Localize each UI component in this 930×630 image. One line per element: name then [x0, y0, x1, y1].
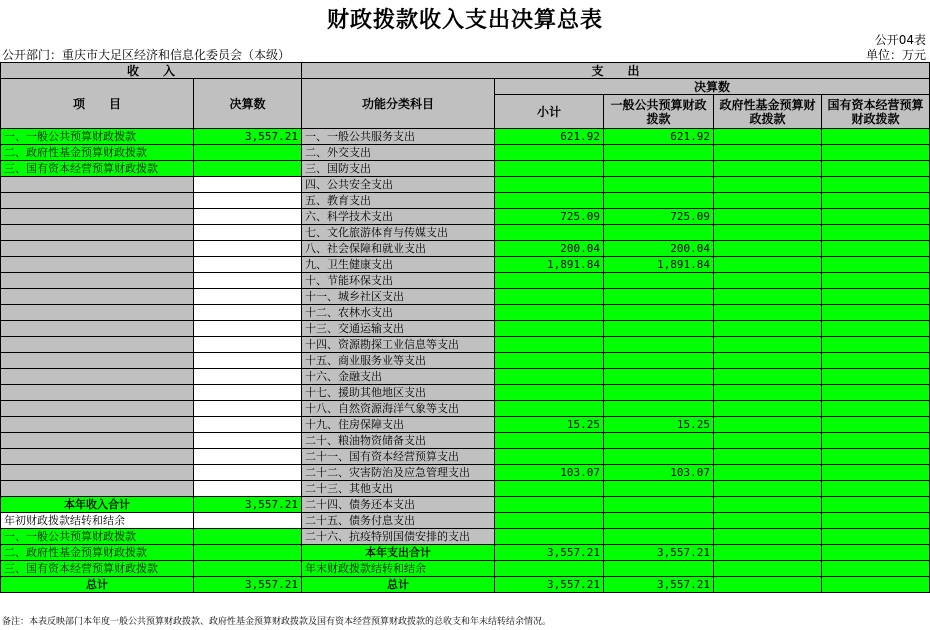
expense-subtotal-cell [495, 177, 604, 193]
expense-item-cell: 十九、住房保障支出 [302, 417, 495, 433]
income-item-cell: 二、政府性基金预算财政拨款 [1, 545, 194, 561]
expense-capital-cell [822, 449, 930, 465]
income-amount-cell [194, 513, 302, 529]
expense-subtotal-cell [495, 161, 604, 177]
expense-capital-cell [822, 529, 930, 545]
expense-subtotal-cell [495, 529, 604, 545]
income-item-cell [1, 305, 194, 321]
table-row [1, 561, 930, 577]
expense-capital-cell [822, 129, 930, 145]
expense-subtotal-cell [495, 225, 604, 241]
general-budget-header: 一般公共预算财政拨款 [604, 95, 714, 129]
table-row [1, 353, 930, 369]
expense-subtotal-cell [495, 273, 604, 289]
expense-fund-cell [714, 193, 822, 209]
income-amount-cell [194, 401, 302, 417]
expense-capital-cell [822, 289, 930, 305]
expense-fund-cell [714, 369, 822, 385]
expense-general-cell [604, 561, 714, 577]
expense-capital-cell [822, 145, 930, 161]
gov-fund-header: 政府性基金预算财政拨款 [714, 95, 822, 129]
expense-capital-cell [822, 465, 930, 481]
income-amount-cell [194, 257, 302, 273]
state-capital-header: 国有资本经营预算财政拨款 [822, 95, 930, 129]
expense-item-cell: 二十四、债务还本支出 [302, 497, 495, 513]
expense-general-cell [604, 513, 714, 529]
expense-capital-cell [822, 209, 930, 225]
expense-general-cell: 1,891.84 [604, 257, 714, 273]
expense-fund-cell [714, 305, 822, 321]
income-amount-cell: 3,557.21 [194, 497, 302, 513]
report-title: 财政拨款收入支出决算总表 [326, 8, 603, 33]
table-row [1, 545, 930, 561]
expense-item-cell: 十八、自然资源海洋气象等支出 [302, 401, 495, 417]
income-header: 收 入 [1, 63, 302, 79]
expense-fund-cell [714, 161, 822, 177]
income-amount-cell [194, 529, 302, 545]
table-row [1, 145, 930, 161]
expense-general-cell: 103.07 [604, 465, 714, 481]
income-item-cell [1, 449, 194, 465]
expense-fund-cell [714, 577, 822, 593]
income-amount-cell: 3,557.21 [194, 129, 302, 145]
income-item-cell [1, 193, 194, 209]
expense-fund-cell [714, 401, 822, 417]
table-row [1, 225, 930, 241]
report-body [1, 129, 930, 593]
expense-general-cell [604, 321, 714, 337]
expense-fund-cell [714, 177, 822, 193]
income-item-cell [1, 241, 194, 257]
table-row [1, 273, 930, 289]
expense-general-cell [604, 273, 714, 289]
expense-capital-cell [822, 417, 930, 433]
expense-subtotal-cell [495, 513, 604, 529]
table-row [1, 129, 930, 145]
income-amount-cell: 3,557.21 [194, 577, 302, 593]
expense-capital-cell [822, 257, 930, 273]
income-amount-cell [194, 209, 302, 225]
income-amount-cell [194, 305, 302, 321]
expense-fund-cell [714, 145, 822, 161]
expense-item-cell: 八、社会保障和就业支出 [302, 241, 495, 257]
table-row [1, 481, 930, 497]
table-row [1, 465, 930, 481]
income-item-cell: 本年收入合计 [1, 497, 194, 513]
expense-general-cell [604, 353, 714, 369]
expense-item-cell: 九、卫生健康支出 [302, 257, 495, 273]
expense-capital-cell [822, 273, 930, 289]
income-amount-cell [194, 385, 302, 401]
income-item-cell [1, 481, 194, 497]
expense-general-cell [604, 369, 714, 385]
expense-general-cell [604, 433, 714, 449]
table-row [1, 257, 930, 273]
expense-fund-cell [714, 513, 822, 529]
expense-capital-cell [822, 577, 930, 593]
item-header: 项 目 [1, 79, 194, 129]
expense-fund-cell [714, 241, 822, 257]
table-row [1, 497, 930, 513]
income-item-cell: 二、政府性基金预算财政拨款 [1, 145, 194, 161]
expense-general-cell [604, 449, 714, 465]
expense-item-cell: 二十三、其他支出 [302, 481, 495, 497]
expense-general-cell: 15.25 [604, 417, 714, 433]
expense-subtotal-cell [495, 433, 604, 449]
expense-subtotal-cell [495, 561, 604, 577]
table-row [1, 321, 930, 337]
income-item-cell [1, 433, 194, 449]
expense-fund-cell [714, 225, 822, 241]
expense-fund-cell [714, 353, 822, 369]
expense-fund-cell [714, 497, 822, 513]
expense-item-cell: 二十六、抗疫特别国债安排的支出 [302, 529, 495, 545]
income-item-cell [1, 417, 194, 433]
expense-general-cell [604, 497, 714, 513]
subtotal-header: 小计 [495, 95, 604, 129]
report-table [0, 62, 930, 593]
income-item-cell: 三、国有资本经营预算财政拨款 [1, 561, 194, 577]
expense-subtotal-cell [495, 337, 604, 353]
income-amount-cell [194, 321, 302, 337]
expense-general-cell: 200.04 [604, 241, 714, 257]
table-row [1, 177, 930, 193]
income-amount-cell [194, 241, 302, 257]
income-item-cell [1, 177, 194, 193]
expense-fund-cell [714, 257, 822, 273]
table-row [1, 385, 930, 401]
final-amount-header: 决算数 [194, 79, 302, 129]
expense-subtotal-cell [495, 321, 604, 337]
expense-subtotal-cell: 621.92 [495, 129, 604, 145]
expense-general-cell [604, 177, 714, 193]
expense-fund-cell [714, 321, 822, 337]
income-amount-cell [194, 161, 302, 177]
table-row [1, 193, 930, 209]
expense-general-cell: 621.92 [604, 129, 714, 145]
expense-capital-cell [822, 225, 930, 241]
expense-fund-cell [714, 529, 822, 545]
table-row [1, 289, 930, 305]
income-item-cell [1, 353, 194, 369]
expense-fund-cell [714, 561, 822, 577]
expense-item-cell: 十六、金融支出 [302, 369, 495, 385]
income-amount-cell [194, 177, 302, 193]
expense-subtotal-cell [495, 497, 604, 513]
expense-fund-cell [714, 433, 822, 449]
expense-general-cell [604, 401, 714, 417]
expense-item-cell: 二十、粮油物资储备支出 [302, 433, 495, 449]
income-item-cell: 年初财政拨款结转和结余 [1, 513, 194, 529]
expense-item-cell: 本年支出合计 [302, 545, 495, 561]
income-amount-cell [194, 369, 302, 385]
expense-capital-cell [822, 241, 930, 257]
table-row [1, 449, 930, 465]
expense-item-cell: 十三、交通运输支出 [302, 321, 495, 337]
income-amount-cell [194, 289, 302, 305]
expense-fund-cell [714, 385, 822, 401]
expense-subtotal-cell: 3,557.21 [495, 545, 604, 561]
income-amount-cell [194, 433, 302, 449]
table-row [1, 161, 930, 177]
expense-capital-cell [822, 353, 930, 369]
expense-fund-cell [714, 449, 822, 465]
expense-header: 支 出 [302, 63, 930, 79]
expense-capital-cell [822, 401, 930, 417]
expense-general-cell [604, 161, 714, 177]
expense-item-cell: 三、国防支出 [302, 161, 495, 177]
income-amount-cell [194, 145, 302, 161]
table-row [1, 513, 930, 529]
income-amount-cell [194, 545, 302, 561]
expense-general-cell [604, 529, 714, 545]
expense-subtotal-cell: 1,891.84 [495, 257, 604, 273]
income-item-cell [1, 321, 194, 337]
income-item-cell [1, 401, 194, 417]
income-item-cell: 一、一般公共预算财政拨款 [1, 529, 194, 545]
expense-item-cell: 六、科学技术支出 [302, 209, 495, 225]
income-item-cell [1, 273, 194, 289]
expense-fund-cell [714, 465, 822, 481]
expense-fund-cell [714, 337, 822, 353]
expense-general-cell [604, 481, 714, 497]
expense-fund-cell [714, 273, 822, 289]
income-item-cell [1, 225, 194, 241]
expense-item-cell: 十七、援助其他地区支出 [302, 385, 495, 401]
expense-capital-cell [822, 193, 930, 209]
table-row [1, 305, 930, 321]
expense-fund-cell [714, 129, 822, 145]
department-label: 公开部门：重庆市大足区经济和信息化委员会（本级） [2, 48, 291, 62]
func-subject-header: 功能分类科目 [302, 79, 495, 129]
expense-item-cell: 十四、资源勘探工业信息等支出 [302, 337, 495, 353]
expense-subtotal-cell [495, 369, 604, 385]
expense-item-cell: 二十五、债务付息支出 [302, 513, 495, 529]
expense-subtotal-cell: 200.04 [495, 241, 604, 257]
expense-general-cell [604, 193, 714, 209]
expense-general-cell [604, 145, 714, 161]
table-row [1, 529, 930, 545]
expense-fund-cell [714, 289, 822, 305]
expense-capital-cell [822, 497, 930, 513]
expense-general-cell: 3,557.21 [604, 577, 714, 593]
expense-subtotal-cell [495, 401, 604, 417]
income-amount-cell [194, 193, 302, 209]
table-row [1, 241, 930, 257]
footnote: 备注：本表反映部门本年度一般公共预算财政拨款、政府性基金预算财政拨款及国有资本经营预算财政拨款的总收支和年末结转结余情况。 [2, 617, 552, 627]
expense-item-cell: 十二、农林水支出 [302, 305, 495, 321]
expense-subtotal-cell: 3,557.21 [495, 577, 604, 593]
income-item-cell [1, 465, 194, 481]
table-row [1, 401, 930, 417]
expense-item-cell: 四、公共安全支出 [302, 177, 495, 193]
income-amount-cell [194, 353, 302, 369]
income-amount-cell [194, 481, 302, 497]
expense-capital-cell [822, 337, 930, 353]
expense-capital-cell [822, 433, 930, 449]
expense-capital-cell [822, 481, 930, 497]
expense-subtotal-cell: 15.25 [495, 417, 604, 433]
income-item-cell [1, 369, 194, 385]
income-amount-cell [194, 449, 302, 465]
expense-general-cell: 725.09 [604, 209, 714, 225]
expense-capital-cell [822, 385, 930, 401]
expense-general-cell [604, 385, 714, 401]
income-item-cell [1, 385, 194, 401]
expense-subtotal-cell [495, 305, 604, 321]
expense-item-cell: 五、教育支出 [302, 193, 495, 209]
expense-subtotal-cell [495, 449, 604, 465]
income-amount-cell [194, 225, 302, 241]
expense-general-cell [604, 305, 714, 321]
income-amount-cell [194, 561, 302, 577]
expense-item-cell: 二十二、灾害防治及应急管理支出 [302, 465, 495, 481]
income-item-cell [1, 337, 194, 353]
expense-general-cell [604, 337, 714, 353]
expense-item-cell: 七、文化旅游体育与传媒支出 [302, 225, 495, 241]
expense-fund-cell [714, 545, 822, 561]
expense-capital-cell [822, 513, 930, 529]
table-row [1, 369, 930, 385]
table-row [1, 577, 930, 593]
expense-item-cell: 二、外交支出 [302, 145, 495, 161]
expense-item-cell: 一、一般公共服务支出 [302, 129, 495, 145]
final-amount-group-header: 决算数 [495, 79, 930, 95]
expense-capital-cell [822, 305, 930, 321]
expense-item-cell: 年末财政拨款结转和结余 [302, 561, 495, 577]
income-item-cell: 总计 [1, 577, 194, 593]
expense-capital-cell [822, 561, 930, 577]
table-row [1, 337, 930, 353]
expense-fund-cell [714, 209, 822, 225]
expense-general-cell [604, 225, 714, 241]
expense-general-cell [604, 289, 714, 305]
expense-subtotal-cell [495, 353, 604, 369]
form-number: 公开04表 [874, 33, 926, 47]
expense-item-cell: 十、节能环保支出 [302, 273, 495, 289]
expense-subtotal-cell [495, 193, 604, 209]
expense-subtotal-cell: 725.09 [495, 209, 604, 225]
expense-item-cell: 二十一、国有资本经营预算支出 [302, 449, 495, 465]
expense-capital-cell [822, 177, 930, 193]
expense-capital-cell [822, 369, 930, 385]
unit-label: 单位：万元 [865, 48, 926, 62]
expense-general-cell: 3,557.21 [604, 545, 714, 561]
income-amount-cell [194, 273, 302, 289]
expense-item-cell: 总计 [302, 577, 495, 593]
table-row [1, 209, 930, 225]
expense-item-cell: 十一、城乡社区支出 [302, 289, 495, 305]
table-row [1, 417, 930, 433]
expense-item-cell: 十五、商业服务业等支出 [302, 353, 495, 369]
expense-subtotal-cell [495, 385, 604, 401]
income-item-cell [1, 209, 194, 225]
income-amount-cell [194, 465, 302, 481]
expense-subtotal-cell [495, 145, 604, 161]
expense-capital-cell [822, 545, 930, 561]
expense-capital-cell [822, 161, 930, 177]
expense-fund-cell [714, 481, 822, 497]
income-item-cell [1, 289, 194, 305]
expense-subtotal-cell: 103.07 [495, 465, 604, 481]
income-item-cell [1, 257, 194, 273]
table-row [1, 433, 930, 449]
expense-subtotal-cell [495, 481, 604, 497]
income-item-cell: 一、一般公共预算财政拨款 [1, 129, 194, 145]
expense-fund-cell [714, 417, 822, 433]
expense-capital-cell [822, 321, 930, 337]
income-amount-cell [194, 417, 302, 433]
expense-subtotal-cell [495, 289, 604, 305]
income-item-cell: 三、国有资本经营预算财政拨款 [1, 161, 194, 177]
income-amount-cell [194, 337, 302, 353]
